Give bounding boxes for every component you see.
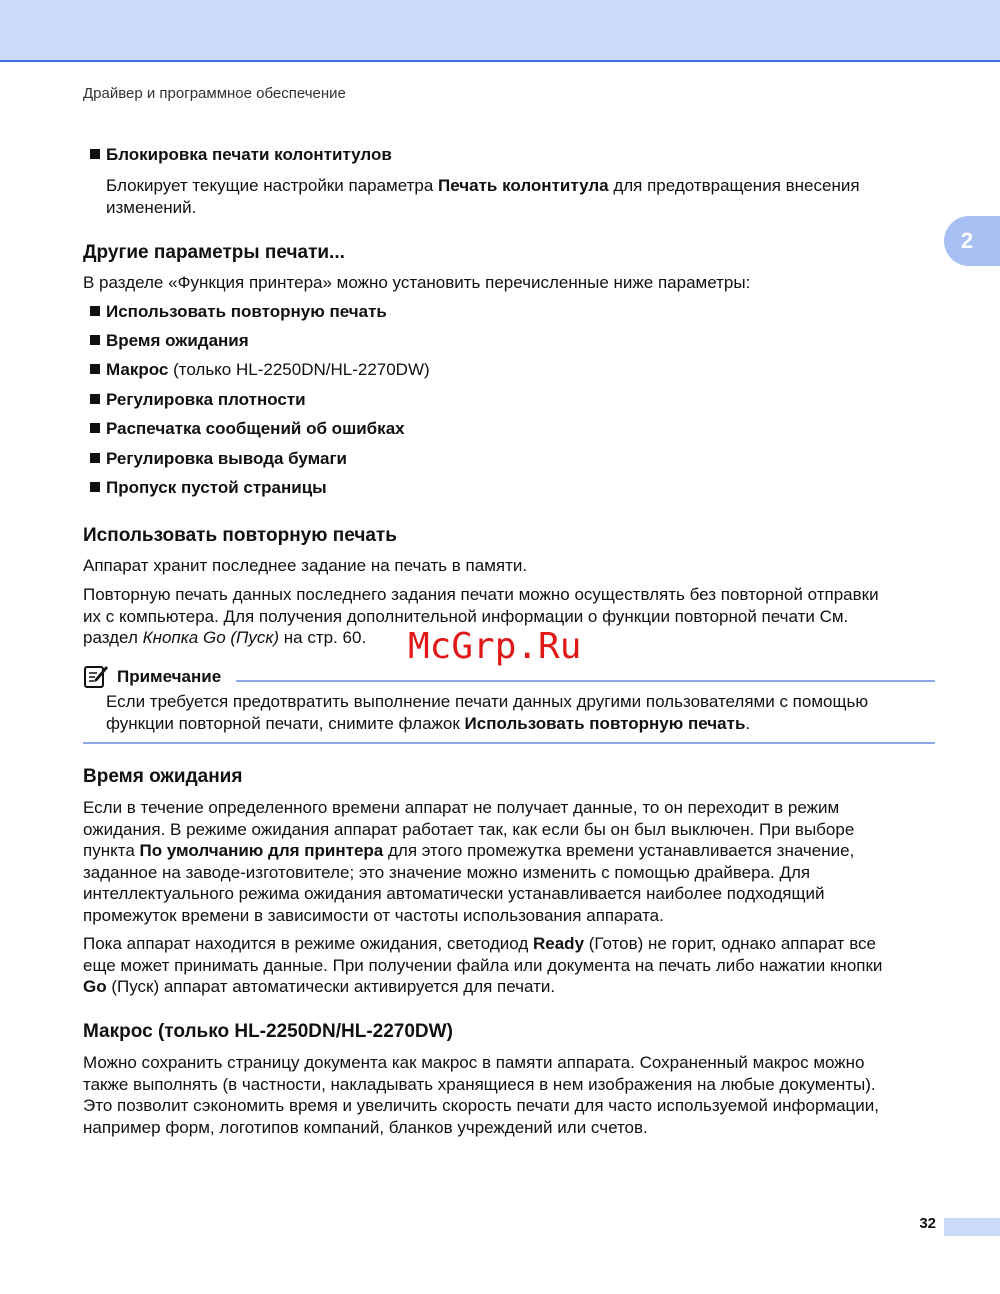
heading-sleep: Время ожидания xyxy=(83,766,243,787)
header-rule xyxy=(0,60,1000,62)
text-run: промежуток времени в зависимости от частоты использования аппарата. xyxy=(83,905,664,925)
bullet-square-icon xyxy=(90,482,100,492)
text-run: на стр. 60. xyxy=(279,628,367,647)
list-item xyxy=(90,390,306,410)
text-run: также выполнять (в частности, накладывать хранящиеся в нем изображения на любые документы). xyxy=(83,1074,876,1094)
breadcrumb: Драйвер и программное обеспечение xyxy=(83,85,346,102)
bullet-square-icon xyxy=(90,453,100,463)
bullet-square-icon xyxy=(90,394,100,404)
button-name: Go xyxy=(83,977,107,996)
list-item-label: Распечатка сообщений об ошибках xyxy=(106,419,405,438)
macro-para xyxy=(83,1052,879,1138)
text-run: ожидания. В режиме ожидания аппарат работает так, как если бы он был выключен. При выборе xyxy=(83,819,855,839)
list-item xyxy=(90,419,405,439)
list-item-label: Пропуск пустой страницы xyxy=(106,478,327,497)
list-item-label: Регулировка плотности xyxy=(106,390,306,409)
list-item xyxy=(90,331,249,351)
sleep-para-1 xyxy=(83,797,854,926)
bullet-square-icon xyxy=(90,335,100,345)
text-run: (Готов) не горит, однако аппарат все xyxy=(584,934,876,953)
list-item xyxy=(90,449,347,469)
cross-reference-link[interactable]: Кнопка Go (Пуск) xyxy=(142,628,280,647)
text-run: функции повторной печати, снимите флажок xyxy=(106,713,465,733)
led-name: Ready xyxy=(533,934,585,953)
text-run: пункта xyxy=(83,841,140,860)
bullet-label: Блокировка печати колонтитулов xyxy=(106,145,392,164)
text-run: например форм, логотипов компаний, бланков учреждений или счетов. xyxy=(83,1117,648,1137)
lock-description xyxy=(106,175,860,218)
reprint-para-1: Аппарат хранит последнее задание на печать в памяти. xyxy=(83,556,528,575)
bullet-header-lock xyxy=(90,145,392,165)
other-params-intro: В разделе «Функция принтера» можно установить перечисленные ниже параметры: xyxy=(83,273,751,292)
setting-name: По умолчанию для принтера xyxy=(139,841,384,860)
text-run: Если требуется предотвратить выполнение печати данных другими пользователями с помощью xyxy=(106,692,869,711)
heading-macro: Макрос (только HL-2250DN/HL-2270DW) xyxy=(83,1021,453,1042)
text-run: Блокирует текущие настройки параметра xyxy=(106,176,439,195)
note-rule-top xyxy=(236,680,935,682)
text-run: для предотвращения внесения xyxy=(608,176,860,195)
text-run: раздел xyxy=(83,628,143,647)
text-run: заданное на заводе-изготовителе; это значение можно изменить с помощью драйвера. Для xyxy=(83,862,811,882)
text-run: Повторную печать данных последнего задания печати можно осуществлять без повторной отправки xyxy=(83,585,879,604)
page-number-bar xyxy=(944,1218,1000,1236)
text-run: Можно сохранить страницу документа как макрос в памяти аппарата. Сохраненный макрос можно xyxy=(83,1053,865,1072)
setting-name: Использовать повторную печать xyxy=(464,713,746,733)
chapter-tab: 2 xyxy=(944,216,1000,266)
list-item-label: Использовать повторную печать xyxy=(106,302,387,321)
note-title: Примечание xyxy=(117,667,222,686)
heading-other-params: Другие параметры печати... xyxy=(83,242,345,263)
note-body xyxy=(106,691,868,734)
setting-name: Печать колонтитула xyxy=(438,176,609,195)
bullet-square-icon xyxy=(90,306,100,316)
list-item-label: Макрос xyxy=(106,360,169,379)
note-pencil-icon xyxy=(83,664,109,690)
bullet-square-icon xyxy=(90,423,100,433)
text-run: . xyxy=(745,713,751,733)
text-run: Это позволит сэкономить время и увеличить скорость печати для часто используемой информации, xyxy=(83,1096,879,1115)
list-item xyxy=(90,302,387,322)
text-run: еще может принимать данные. При получении файла или документа на печать либо нажатии кнопки xyxy=(83,955,883,975)
note-rule-bottom xyxy=(83,742,935,744)
text-run: для этого промежутка времени устанавливается значение, xyxy=(383,841,855,860)
text-run: изменений. xyxy=(106,197,197,217)
list-item xyxy=(90,478,327,498)
text-run: Если в течение определенного времени аппарат не получает данные, то он переходит в режим xyxy=(83,798,840,817)
bullet-square-icon xyxy=(90,364,100,374)
list-item-label: Регулировка вывода бумаги xyxy=(106,449,348,468)
page-number: 32 xyxy=(919,1215,936,1232)
text-run: (Пуск) аппарат автоматически активируется для печати. xyxy=(106,977,556,996)
list-item-label: Время ожидания xyxy=(106,331,249,350)
heading-reprint: Использовать повторную печать xyxy=(83,525,397,546)
sleep-para-2 xyxy=(83,933,882,998)
text-run: Пока аппарат находится в режиме ожидания, светодиод xyxy=(83,934,533,953)
list-item-suffix: (только HL-2250DN/HL-2270DW) xyxy=(168,360,430,379)
list-item xyxy=(90,360,430,380)
text-run: интеллектуального режима ожидания автоматически устанавливается наиболее подходящий xyxy=(83,884,825,903)
header-band xyxy=(0,0,1000,60)
watermark: McGrp.Ru xyxy=(408,626,582,667)
bullet-square-icon xyxy=(90,149,100,159)
text-run: их с компьютера. Для получения дополнительной информации о функции повторной печати См. xyxy=(83,606,849,626)
